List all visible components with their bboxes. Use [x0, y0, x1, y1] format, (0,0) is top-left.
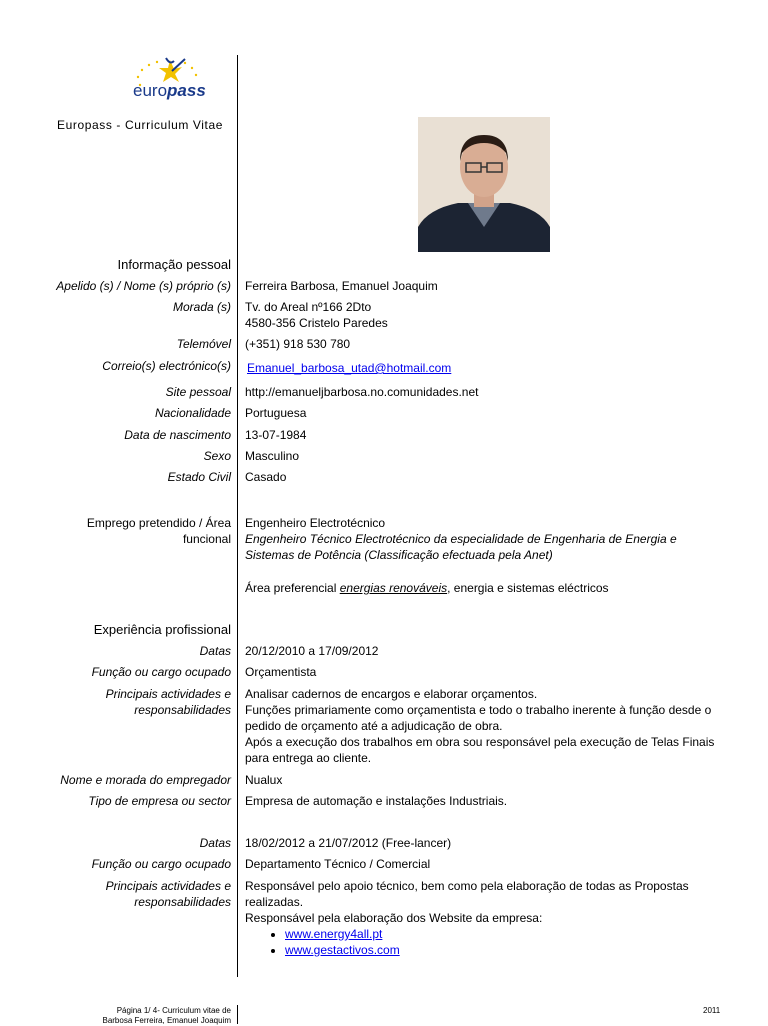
address-label: Morada (s)	[172, 300, 231, 314]
job1-activities	[245, 686, 715, 766]
job1-dates-label: Datas	[199, 644, 231, 658]
civil-label: Estado Civil	[167, 470, 231, 484]
profile-photo	[418, 117, 550, 252]
birth-value: 13-07-1984	[245, 428, 307, 442]
section-experience: Experiência profissional	[93, 622, 231, 637]
job1-activities-label-1: Principais actividades e	[105, 687, 231, 701]
pref-em: energias renováveis	[339, 581, 448, 595]
job1-act1: Analisar cadernos de encargos e elaborar orçamentos.	[245, 687, 538, 701]
job1-role: Orçamentista	[245, 665, 317, 679]
employment-description: Engenheiro Técnico Electrotécnico da especialidade de Engenharia de Energia e Sistemas de Potência (Classificação efectuada pela Anet)	[245, 532, 677, 562]
job1-employer-label: Nome e morada do empregador	[60, 773, 231, 787]
job2-activities-label-2: responsabilidades	[134, 895, 231, 909]
footer-divider	[237, 1005, 238, 1024]
site-label: Site pessoal	[165, 385, 231, 399]
europass-logo	[130, 55, 230, 107]
email-label: Correio(s) electrónico(s)	[102, 359, 231, 373]
job1-dates: 20/12/2010 a 17/09/2012	[245, 644, 379, 658]
job2-role: Departamento Técnico / Comercial	[245, 857, 431, 871]
job2-activities	[245, 878, 705, 958]
job1-act2: Funções primariamente como orçamentista e todo o trabalho inerente à função desde o pedido de orçamento até a adjudicação de obra.	[245, 703, 712, 733]
job2-act2: Responsável pela elaboração dos Website da empresa:	[245, 911, 543, 925]
address-line2: 4580-356 Cristelo Paredes	[245, 316, 388, 330]
pref-pre: Área preferencial	[245, 581, 340, 595]
footer-name: Barbosa Ferreira, Emanuel Joaquim	[102, 1016, 231, 1025]
employment-label-line2: funcional	[182, 532, 231, 546]
email-wrap	[247, 360, 747, 376]
list-item	[285, 926, 705, 942]
job1-role-label: Função ou cargo ocupado	[91, 665, 231, 679]
name-label: Apelido (s) / Nome (s) próprio (s)	[56, 279, 231, 293]
footer-year: 2011	[703, 1006, 721, 1015]
employment-label-line1: Emprego pretendido / Área	[86, 516, 231, 530]
pref-post: , energia e sistemas eléctricos	[447, 581, 609, 595]
employment-preference	[245, 580, 745, 596]
job2-role-label: Função ou cargo ocupado	[91, 857, 231, 871]
mobile-label: Telemóvel	[176, 337, 231, 351]
job1-employer: Nualux	[245, 773, 283, 787]
job1-sector: Empresa de automação e instalações Industriais.	[245, 794, 508, 808]
list-item	[285, 942, 705, 958]
sex-value: Masculino	[245, 449, 300, 463]
nationality-label: Nacionalidade	[154, 406, 231, 420]
logo-text-euro: euro	[133, 81, 168, 100]
job2-dates: 18/02/2012 a 21/07/2012 (Free-lancer)	[245, 836, 452, 850]
site-value: http://emanueljbarbosa.no.comunidades.net	[245, 385, 479, 399]
birth-label: Data de nascimento	[124, 428, 231, 442]
cv-title: Europass - Curriculum Vitae	[57, 118, 224, 132]
employment-title: Engenheiro Electrotécnico	[245, 516, 386, 530]
footer-page: Página 1/ 4- Curriculum vitae de	[116, 1006, 231, 1015]
sex-label: Sexo	[203, 449, 231, 463]
job2-act1: Responsável pelo apoio técnico, bem como pela elaboração de todas as Propostas realizadas.	[245, 879, 689, 909]
column-divider	[237, 55, 238, 977]
gestactivos-link[interactable]: www.gestactivos.com	[285, 943, 400, 957]
job2-dates-label: Datas	[199, 836, 231, 850]
job2-links-list	[245, 926, 705, 958]
job1-activities-label-2: responsabilidades	[134, 703, 231, 717]
address-line1: Tv. do Areal nº166 2Dto	[245, 300, 372, 314]
energy4all-link[interactable]: www.energy4all.pt	[285, 927, 383, 941]
email-link[interactable]: Emanuel_barbosa_utad@hotmail.com	[247, 361, 452, 375]
nationality-value: Portuguesa	[245, 406, 307, 420]
footer-left	[0, 1006, 231, 1026]
job1-sector-label: Tipo de empresa ou sector	[88, 794, 231, 808]
section-personal-info: Informação pessoal	[117, 257, 231, 272]
name-value: Ferreira Barbosa, Emanuel Joaquim	[245, 279, 438, 293]
job2-activities-label-1: Principais actividades e	[105, 879, 231, 893]
mobile-value: (+351) 918 530 780	[245, 337, 351, 351]
job1-act3: Após a execução dos trabalhos em obra sou responsável pela execução de Telas Finais para entrega ao cliente.	[245, 735, 715, 765]
civil-value: Casado	[245, 470, 287, 484]
logo-text-pass: pass	[167, 81, 206, 100]
